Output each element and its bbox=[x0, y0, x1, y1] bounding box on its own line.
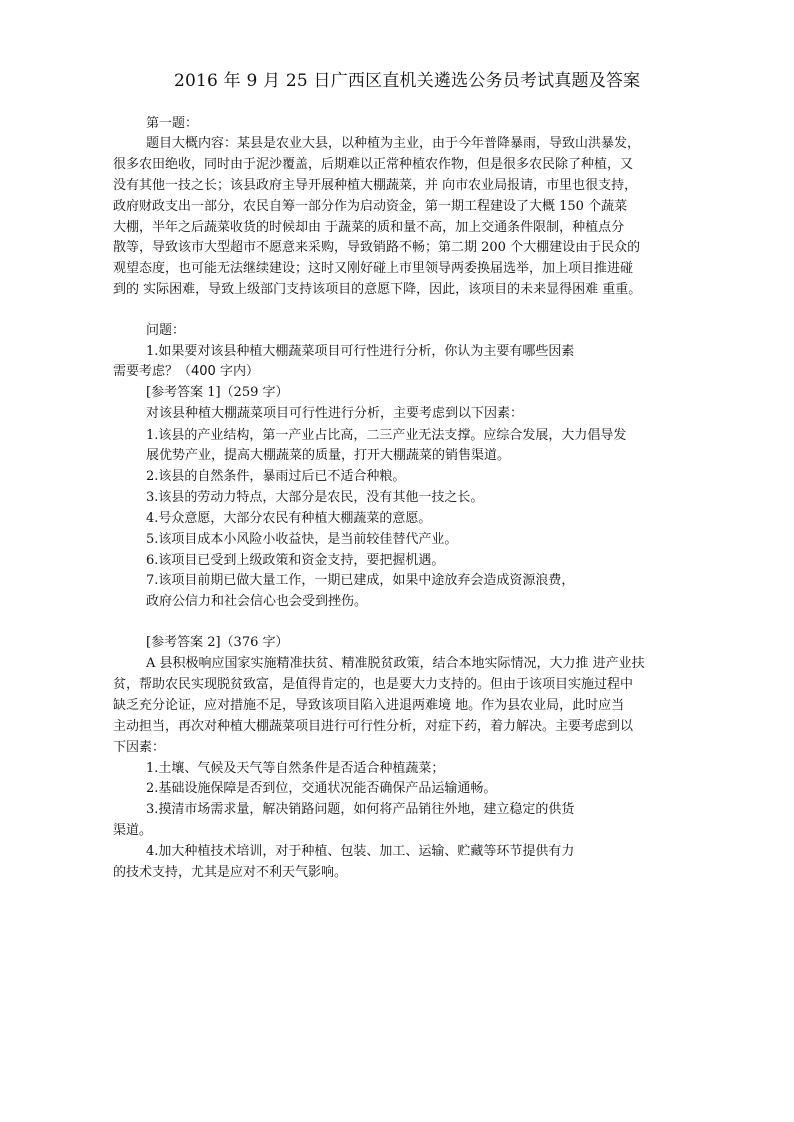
answer2-line: 3.摸清市场需求量，解决销路问题，如何将产品销往外地，建立稳定的供货 bbox=[146, 802, 575, 817]
q1-heading: 第一题： bbox=[146, 116, 199, 131]
answer1-line: 7.该项目前期已做大量工作，一期已建成，如果中途放弃会造成资源浪费， bbox=[146, 573, 575, 588]
background-line: 没有其他一技之长；该县政府主导开展种植大棚蔬菜，并 向市农业局报请，市里也很支持， bbox=[113, 178, 638, 193]
answer1-line: 5.该项目成本小风险小收益快，是当前较佳替代产业。 bbox=[146, 532, 458, 547]
answer1-line: 2.该县的自然条件，暴雨过后已不适合种粮。 bbox=[146, 469, 406, 484]
answer1-line: 政府公信力和社会信心也会受到挫伤。 bbox=[146, 594, 368, 609]
answer1-label: [参考答案 1]（259 字） bbox=[146, 385, 289, 400]
answer2-line: 的技术支持，尤其是应对不利天气影响。 bbox=[113, 865, 348, 880]
question-line: 需要考虑？（400 字内） bbox=[113, 364, 259, 379]
question-label: 问题： bbox=[146, 323, 186, 338]
answer2-line: 2.基础设施保障是否到位，交通状况能否确保产品运输通畅。 bbox=[146, 781, 497, 796]
answer1-line: 展优势产业，提高大棚蔬菜的质量，打开大棚蔬菜的销售渠道。 bbox=[146, 448, 511, 463]
background-line: 观望态度，也可能无法继续建设；这时又刚好碰上市里领导两委换届选举，加上项目推进碰 bbox=[113, 261, 634, 276]
answer1-line: 6.该项目已受到上级政策和资金支持，要把握机遇。 bbox=[146, 553, 445, 568]
background-line: 大棚，半年之后蔬菜收货的时候却由 于蔬菜的质和量不高，加上交通条件限制，种植点分 bbox=[113, 220, 625, 235]
background-line: 政府财政支出一部分，农民自筹一部分作为启动资金，第一期工程建设了大概 150 个蔬菜 bbox=[113, 199, 628, 214]
answer2-line: A 县积极响应国家实施精准扶贫、精准脱贫政策，结合本地实际情况，大力推 进产业扶 bbox=[146, 656, 645, 671]
answer2-line: 下因素： bbox=[113, 740, 166, 755]
answer1-line: 1.该县的产业结构，第一产业占比高，二三产业无法支撑。应综合发展，大力倡导发 bbox=[146, 428, 627, 443]
question-line: 1.如果要对该县种植大棚蔬菜项目可行性进行分析，你认为主要有哪些因素 bbox=[146, 344, 575, 359]
background-line: 到的 实际困难，导致上级部门支持该项目的意愿下降，因此，该项目的未来显得困难 重重。 bbox=[113, 282, 642, 297]
answer2-line: 贫，帮助农民实现脱贫致富，是值得肯定的，也是要大力支持的。但由于该项目实施过程中 bbox=[113, 677, 634, 692]
answer2-line: 主动担当，再次对种植大棚蔬菜项目进行可行性分析，对症下药，着力解决。主要考虑到以 bbox=[113, 719, 634, 734]
answer1-line: 4.号众意愿，大部分农民有种植大棚蔬菜的意愿。 bbox=[146, 511, 432, 526]
answer2-line: 缺乏充分论证，应对措施不足，导致该项目陷入进退两难境 地。作为县农业局，此时应当 bbox=[113, 698, 625, 713]
answer2-line: 4.加大种植技术培训，对于种植、包装、加工、运输、贮藏等环节提供有力 bbox=[146, 844, 575, 859]
background-line: 散等，导致该市大型超市不愿意来采购，导致销路不畅；第二期 200 个大棚建设由于民众的 bbox=[113, 240, 641, 255]
document-title: 2016 年 9 月 25 日广西区直机关遴选公务员考试真题及答案 bbox=[174, 71, 641, 91]
answer1-line: 3.该县的劳动力特点，大部分是农民，没有其他一技之长。 bbox=[146, 490, 484, 505]
answer2-line: 1.土壤、气候及天气等自然条件是否适合种植蔬菜； bbox=[146, 761, 445, 776]
answer2-label: [参考答案 2]（376 字） bbox=[146, 635, 289, 650]
answer2-line: 渠道。 bbox=[113, 823, 153, 838]
answer1-line: 对该县种植大棚蔬菜项目可行性进行分析，主要考虑到以下因素： bbox=[146, 406, 524, 421]
background-line: 很多农田绝收，同时由于泥沙覆盖，后期难以正常种植农作物，但是很多农民除了种植，又 bbox=[113, 157, 634, 172]
background-line: 题目大概内容：某县是农业大县，以种植为主业，由于今年普降暴雨，导致山洪暴发， bbox=[146, 136, 641, 151]
